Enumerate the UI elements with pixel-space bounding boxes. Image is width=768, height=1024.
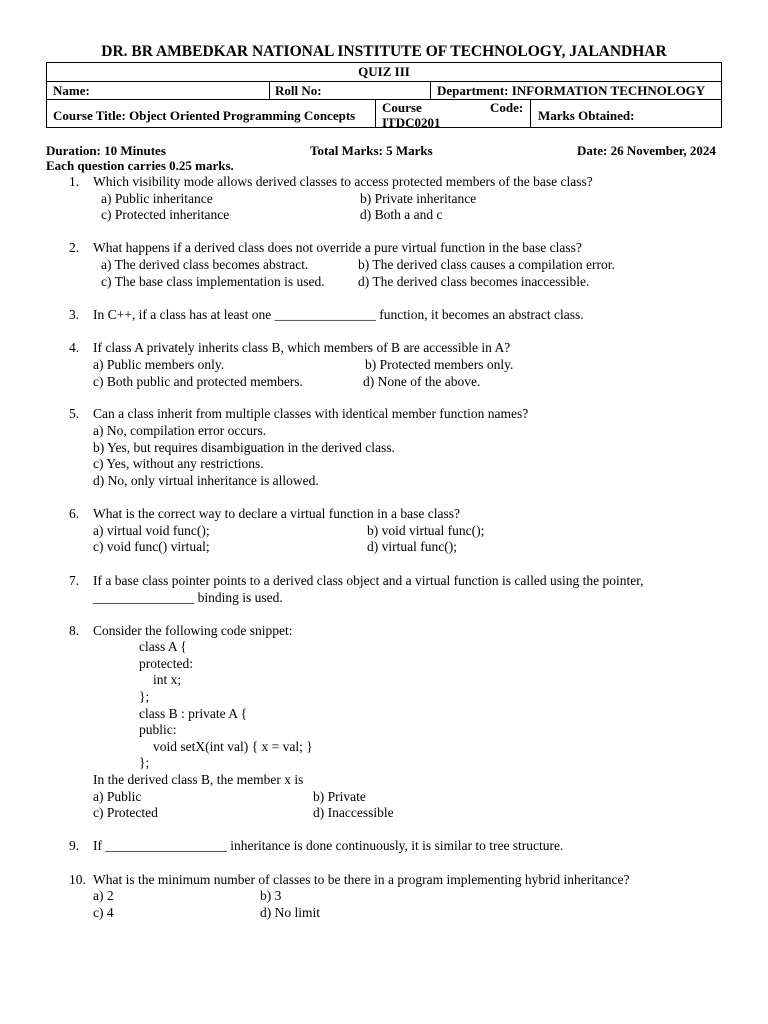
code-line: protected: — [139, 656, 193, 671]
table-divider — [269, 81, 270, 99]
table-divider — [375, 99, 376, 128]
code-line: }; — [139, 689, 150, 704]
option-d: d) No, only virtual inheritance is allowed. — [93, 473, 319, 488]
code-line: int x; — [153, 672, 182, 687]
option-b: b) The derived class causes a compilation error. — [358, 257, 615, 272]
total-marks: Total Marks: 5 Marks — [310, 143, 433, 158]
option-a: a) No, compilation error occurs. — [93, 423, 267, 438]
option-a: a) The derived class becomes abstract. — [101, 257, 309, 272]
option-d: d) The derived class becomes inaccessible. — [358, 274, 590, 289]
course-label: Course — [382, 100, 422, 115]
question-number: 1. — [69, 174, 80, 189]
option-b: b) Private inheritance — [360, 191, 477, 206]
option-d: d) None of the above. — [363, 374, 481, 389]
option-c: c) The base class implementation is used. — [101, 274, 325, 289]
department-label: Department: INFORMATION TECHNOLOGY — [437, 83, 706, 98]
question-text: What happens if a derived class does not override a pure virtual function in the base class? — [93, 240, 582, 255]
question-number: 10. — [69, 872, 86, 887]
option-c: c) Protected — [93, 805, 158, 820]
table-divider — [430, 81, 431, 99]
question-number: 6. — [69, 506, 80, 521]
option-a: a) virtual void func(); — [93, 523, 210, 538]
exam-date: Date: 26 November, 2024 — [577, 143, 716, 158]
option-c: c) Yes, without any restrictions. — [93, 456, 264, 471]
option-d: d) No limit — [260, 905, 320, 920]
question-text: Can a class inherit from multiple classes with identical member function names? — [93, 406, 529, 421]
option-a: a) Public inheritance — [101, 191, 213, 206]
question-number: 2. — [69, 240, 80, 255]
option-b: b) void virtual func(); — [367, 523, 485, 538]
name-field[interactable]: Name: — [53, 83, 90, 98]
question-text: If class A privately inherits class B, which members of B are accessible in A? — [93, 340, 511, 355]
course-code: ITDC0201 — [382, 115, 441, 130]
option-b: b) Protected members only. — [365, 357, 514, 372]
option-a: a) Public — [93, 789, 142, 804]
question-text: What is the minimum number of classes to be there in a program implementing hybrid inheritance? — [93, 872, 630, 887]
institute-title: DR. BR AMBEDKAR NATIONAL INSTITUTE OF TECHNOLOGY, JALANDHAR — [101, 43, 667, 60]
option-d: d) virtual func(); — [367, 539, 457, 554]
question-number: 9. — [69, 838, 80, 853]
table-divider — [530, 99, 531, 128]
code-label: Code: — [490, 100, 524, 115]
option-d: d) Inaccessible — [313, 805, 394, 820]
option-c: c) Protected inheritance — [101, 207, 230, 222]
question-text: If __________________ inheritance is done continuously, it is similar to tree structure. — [93, 838, 564, 853]
option-c: c) void func() virtual; — [93, 539, 210, 554]
code-line: class A { — [139, 639, 187, 654]
course-title: Course Title: Object Oriented Programming Concepts — [53, 108, 356, 123]
code-line: class B : private A { — [139, 706, 248, 721]
question-text: In C++, if a class has at least one _______________ function, it becomes an abstract class. — [93, 307, 584, 322]
question-number: 8. — [69, 623, 80, 638]
option-a: a) 2 — [93, 888, 114, 903]
question-number: 5. — [69, 406, 80, 421]
option-b: b) Private — [313, 789, 366, 804]
header-table — [46, 62, 722, 128]
marks-obtained-field[interactable]: Marks Obtained: — [538, 108, 635, 123]
question-text: Which visibility mode allows derived classes to access protected members of the base class? — [93, 174, 593, 189]
option-c: c) Both public and protected members. — [93, 374, 303, 389]
option-d: d) Both a and c — [360, 207, 443, 222]
question-text: What is the correct way to declare a virtual function in a base class? — [93, 506, 460, 521]
question-text: If a base class pointer points to a derived class object and a virtual function is called using the pointer, — [93, 573, 644, 588]
roll-no-field[interactable]: Roll No: — [275, 83, 322, 98]
question-text: Consider the following code snippet: — [93, 623, 293, 638]
question-text-continued: In the derived class B, the member x is — [93, 772, 304, 787]
duration: Duration: 10 Minutes — [46, 143, 166, 158]
option-c: c) 4 — [93, 905, 114, 920]
question-text-continued: _______________ binding is used. — [93, 590, 283, 605]
option-b: b) Yes, but requires disambiguation in the derived class. — [93, 440, 395, 455]
quiz-label: QUIZ III — [358, 64, 410, 79]
question-number: 4. — [69, 340, 80, 355]
option-a: a) Public members only. — [93, 357, 225, 372]
code-line: void setX(int val) { x = val; } — [153, 739, 313, 754]
question-number: 3. — [69, 307, 80, 322]
marks-note: Each question carries 0.25 marks. — [46, 158, 234, 173]
code-line: public: — [139, 722, 177, 737]
question-number: 7. — [69, 573, 80, 588]
code-line: }; — [139, 755, 150, 770]
table-divider — [47, 81, 721, 82]
option-b: b) 3 — [260, 888, 282, 903]
